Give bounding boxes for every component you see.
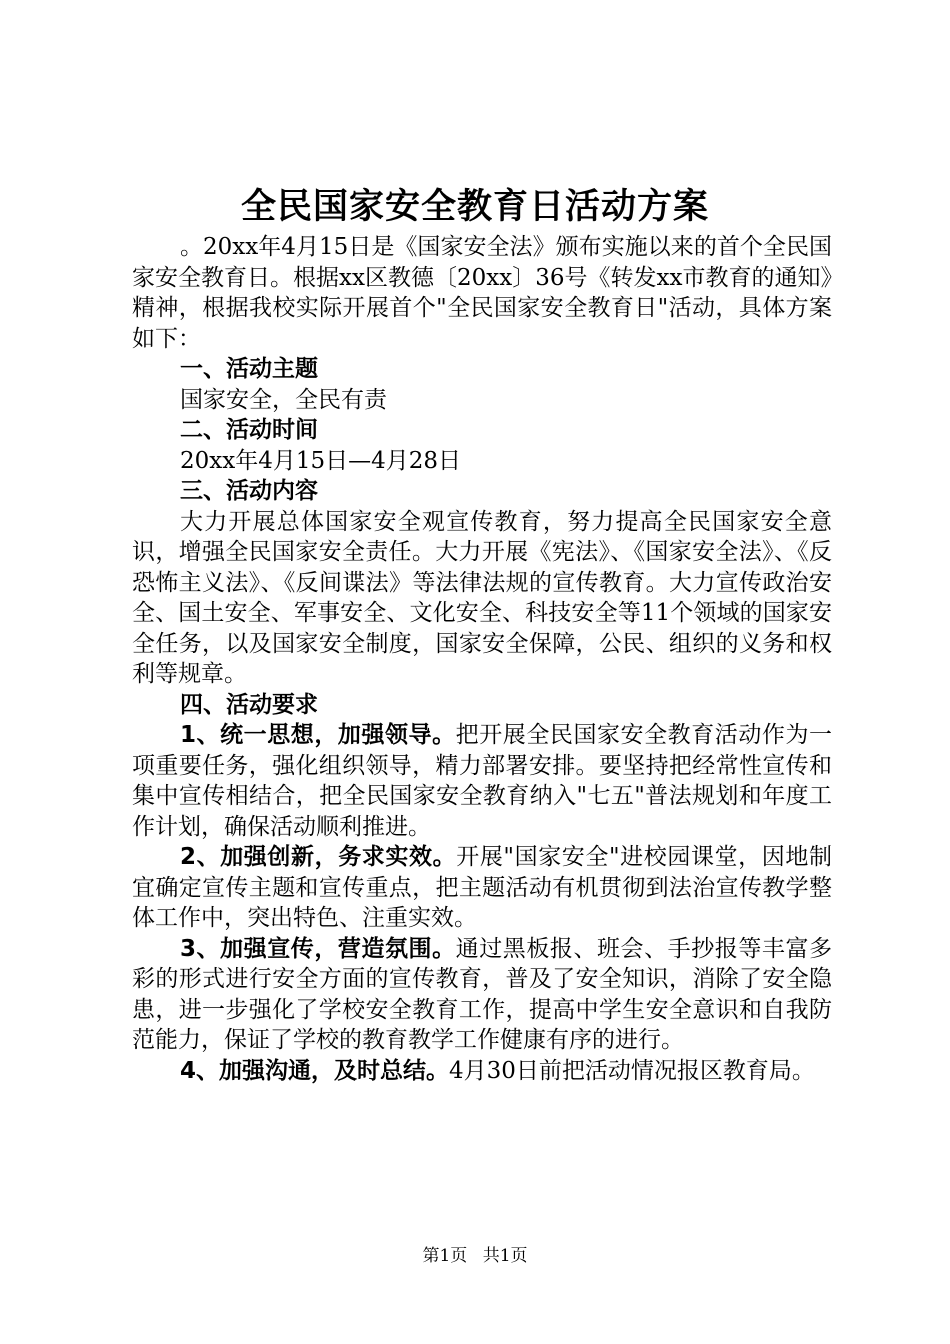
page-footer xyxy=(0,1245,950,1267)
requirement-text: 把开展全民国家安全教育活动作为一项重要任务，强化组织领导，精力部署安排。要坚持把经常性宣传和集中宣传相结合，把全民国家安全教育纳入"七五"普法规划和年度工作计划，确保活动顺利推进。 xyxy=(132,722,832,840)
document-body xyxy=(132,232,832,1086)
requirement-item xyxy=(132,842,832,934)
section-heading-theme: 一、活动主题 xyxy=(180,356,318,382)
document-title: 全民国家安全教育日活动方案 xyxy=(240,187,709,227)
section-text-time: 20xx年4月15日—4月28日 xyxy=(180,447,462,474)
requirement-text: 开展"国家安全"进校园课堂，因地制宜确定宣传主题和宣传重点，把主题活动有机贯彻到法治宣传教学整体工作中，突出特色、注重实效。 xyxy=(132,844,832,931)
section-text-theme: 国家安全，全民有责 xyxy=(180,386,387,413)
requirement-item xyxy=(132,720,832,842)
requirement-title: 2、加强创新，务求实效。 xyxy=(180,844,457,870)
requirement-title: 1、统一思想，加强领导。 xyxy=(180,722,456,748)
section-text-content: 大力开展总体国家安全观宣传教育，努力提高全民国家安全意识，增强全民国家安全责任。大力开展《宪法》、《国家安全法》、《反恐怖主义法》、《反间谍法》等法律法规的宣传教育。大力宣传政治安全、国土安全、军事安全、文化安全、科技安全等11个领域的国家安全任务，以及国家安全制度，国家安全保障，公民、组织的义务和权利等规章。 xyxy=(132,508,832,687)
requirement-text: 通过黑板报、班会、手抄报等丰富多彩的形式进行安全方面的宣传教育，普及了安全知识，消除了安全隐患，进一步强化了学校安全教育工作，提高中学生安全意识和自我防范能力，保证了学校的教育教学工作健康有序的进行。 xyxy=(132,935,832,1053)
section-heading-time: 二、活动时间 xyxy=(180,417,318,443)
section-heading-content: 三、活动内容 xyxy=(180,478,318,504)
requirement-title: 3、加强宣传，营造氛围。 xyxy=(180,935,456,962)
requirement-item xyxy=(132,934,832,1056)
requirement-text: 4月30日前把活动情况报区教育局。 xyxy=(449,1057,815,1084)
page-number: 第1页 xyxy=(422,1246,468,1266)
page-total: 共1页 xyxy=(482,1246,528,1266)
intro-paragraph: 。20xx年4月15日是《国家安全法》颁布实施以来的首个全民国家安全教育日。根据xx区教德〔20xx〕36号《转发xx市教育的通知》精神，根据我校实际开展首个"全民国家安全教育日"活动，具体方案如下： xyxy=(132,234,832,352)
requirement-item xyxy=(132,1056,832,1087)
section-heading-requirements: 四、活动要求 xyxy=(180,691,318,718)
requirement-title: 4、加强沟通，及时总结。 xyxy=(180,1057,450,1084)
